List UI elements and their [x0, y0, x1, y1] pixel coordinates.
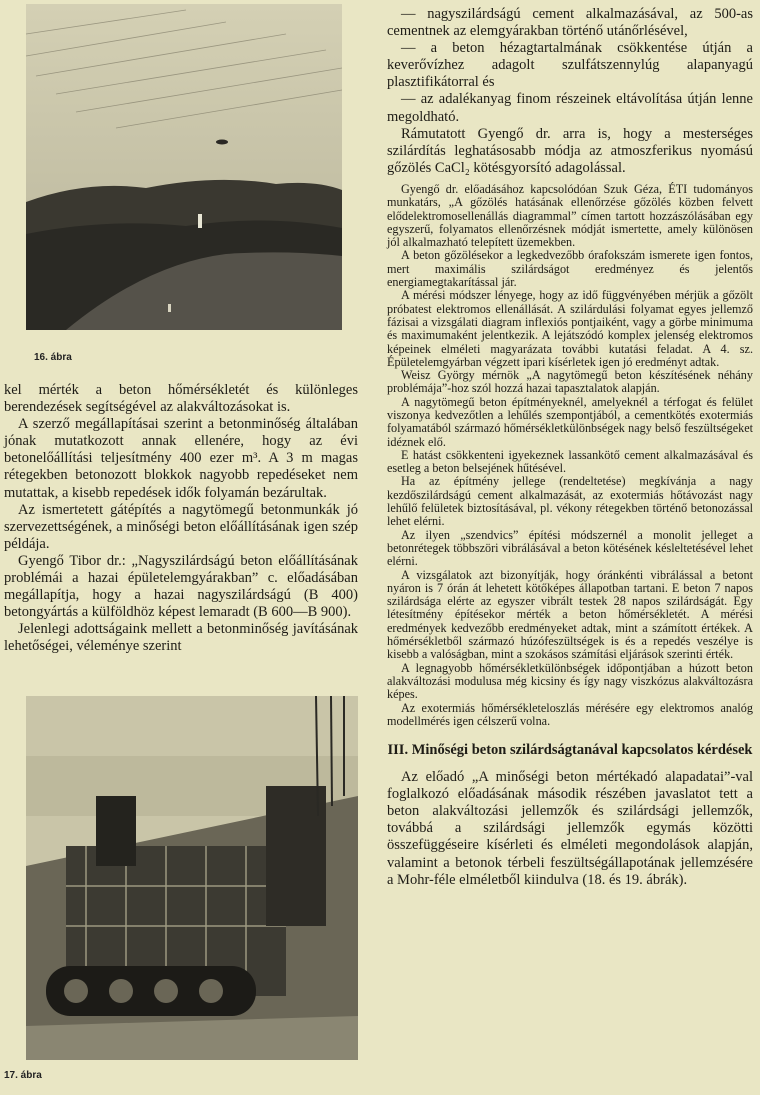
section-heading: III. Minőségi beton szilárdságtanával kapcsolatos kérdések — [387, 742, 753, 759]
paragraph: Weisz György mérnök „A nagytömegű beton készítésének néhány problémája”-hoz szól hozzá hazai tapasztalatok alapján. — [387, 368, 753, 396]
figure-17-photo — [26, 696, 358, 1060]
paragraph: A mérési módszer lényege, hogy az idő függvényében mérjük a gőzölt próbatest elektromos ellenállását. A szilárdulási folyamat egyes jellemző fázisai a vizsgálati diagram inflexiós pontjaiként, vagy a görbe minimuma és maximumaként jelentkezik. A lejátszódó komplex jelenség elektromos képeinek elméleti magyarázata további kutatási feladat. A 4. sz. Épületelemgyárban végzett ipari kísérletek igen jó eredményt adtak. — [387, 288, 753, 369]
left-column — [4, 382, 358, 656]
paragraph: Az ilyen „szendvics” építési módszernél a monolit jelleget a betonrétegek többszöri vibrálásával a beton kötésének késleltetésével lehet elérni. — [387, 527, 753, 569]
paragraph: A szerző megállapításai szerint a betonminőség általában jónak mutatkozott annak ellenére, hogy az évi betonelőállítási teljesítmény 400 ezer m³. A 3 m magas rétegekben betonozott blokkok nagyobb repedéseket nem mutattak, a kisebb repedések idők folyamán bezárultak. — [4, 416, 358, 501]
paragraph: Az ismertetett gátépítés a nagytömegű betonmunkák jó szervezettségének, a minőségi beton előállításának igen szép példája. — [4, 501, 358, 552]
paragraph: Az exotermiás hőmérsékleteloszlás mérésére egy elektromos analóg modellmérés igen célszerű volna. — [387, 700, 753, 728]
paragraph: — az adalékanyag finom részeinek eltávolítása útján lenne megoldható. — [387, 91, 753, 125]
paragraph: Ha az építmény jellege (rendeltetése) megkívánja a nagy kezdőszilárdságú cement alkalmazását, az exotermiás hőtávozást nagy lehűlő felületek biztosításával, pl. vékony rétegekben történő betonozással lehet elérni. — [387, 474, 753, 529]
paragraph: A beton gőzölésekor a legkedvezőbb órafokszám ismerete igen fontos, mert maximális szilárdságot eredményez és jelentős energiamegtakarítással jár. — [387, 248, 753, 290]
paragraph: A vizsgálatok azt bizonyítják, hogy óránkénti vibrálással a betont nyáron is 7 órán át lehetett kötőképes állapotban tartani. E beton 7 napos szilárdsága elérte az egyszer vibrált testek 28 napos szilárdságát. Egy létesítmény építésekor mérték a beton hőmérsékletét. A mérési eredmények kedvezőbb eredményeket adtak, mint a számított értékek. A hőmérsékletből származó húzófeszültségek is és a repedés veszélye is kisebb a valóságban, mint a szokásos számítási eljárások szerinti érték. — [387, 567, 753, 662]
figure-16-photo — [26, 4, 342, 330]
figure-17-caption: 17. ábra — [4, 1070, 42, 1081]
right-column — [387, 6, 753, 889]
paragraph: Gyengő Tibor dr.: „Nagyszilárdságú beton előállításának problémái a hazai épületelemgyárakban” c. előadásában megállapítja, hogy a hazai nagyszilárdságú (B 400) betongyártás a külföldhöz képest lemaradt (B 600—B 900). — [4, 552, 358, 621]
paragraph: A legnagyobb hőmérsékletkülönbségek időpontjában a húzott beton alakváltozási modulusa még kicsiny és így nagy viszkózus alakváltozásra képes. — [387, 660, 753, 702]
paragraph: — nagyszilárdságú cement alkalmazásával, az 500-as cementnek az elemgyárakban történő utánőrlésével, — [387, 6, 753, 40]
figure-16-caption: 16. ábra — [34, 352, 72, 363]
paragraph: Rámutatott Gyengő dr. arra is, hogy a mesterséges szilárdítás leghatásosabb módja az atmoszferikus nyomású gőzölés CaCl₂ kötésgyorsító adagolással. — [387, 125, 753, 176]
paragraph: Gyengő dr. előadásához kapcsolódóan Szuk Géza, ÉTI tudományos munkatárs, „A gőzölés hatásának ellenőrzése gőzölés közben felvett elődelektromosellenállás diagrammal” címen tartott hozzászólásában egy egyszerű, folyamatos ellenőrzésnek módját ismertette, amely különösen jól alkalmazható telepített üzemekben. — [387, 181, 753, 250]
paragraph: A nagytömegű beton építményeknél, amelyeknél a térfogat és felület viszonya kedvezőtlen a lehűlés szempontjából, a cementkötés exotermiás folyamatából származó hőmérsékletkülönbségek nagy belső feszültségeket idéznek elő. — [387, 394, 753, 449]
paragraph: kel mérték a beton hőmérsékletét és különleges berendezések segítségével az alakváltozásokat is. — [4, 382, 358, 416]
paragraph: E hatást csökkenteni igyekeznek lassankötő cement alkalmazásával és esetleg a beton belsejének hűtésével. — [387, 447, 753, 476]
paragraph: — a beton hézagtartalmának csökkentése útján a keverővízhez adagolt szulfátszennylúg alapanyagú plasztifikátorral és — [387, 40, 753, 91]
paragraph: Jelenlegi adottságaink mellett a betonminőség javításának lehetőségei, véleménye szerint — [4, 621, 358, 655]
paragraph: Az előadó „A minőségi beton mértékadó alapadatai”-val foglalkozó előadásának második részében javaslatot tett a beton alakváltozási jellemzők és szilárdsági jellemzők, továbbá a szilárdsági jellemzők egymás közötti összefüggéseire kísérleti és elméleti megondolások alapján, valamint a betonok térbeli feszültségállapotának jellemzésére a Mohr-féle elméletből kiindulva (18. és 19. ábrák). — [387, 769, 753, 888]
